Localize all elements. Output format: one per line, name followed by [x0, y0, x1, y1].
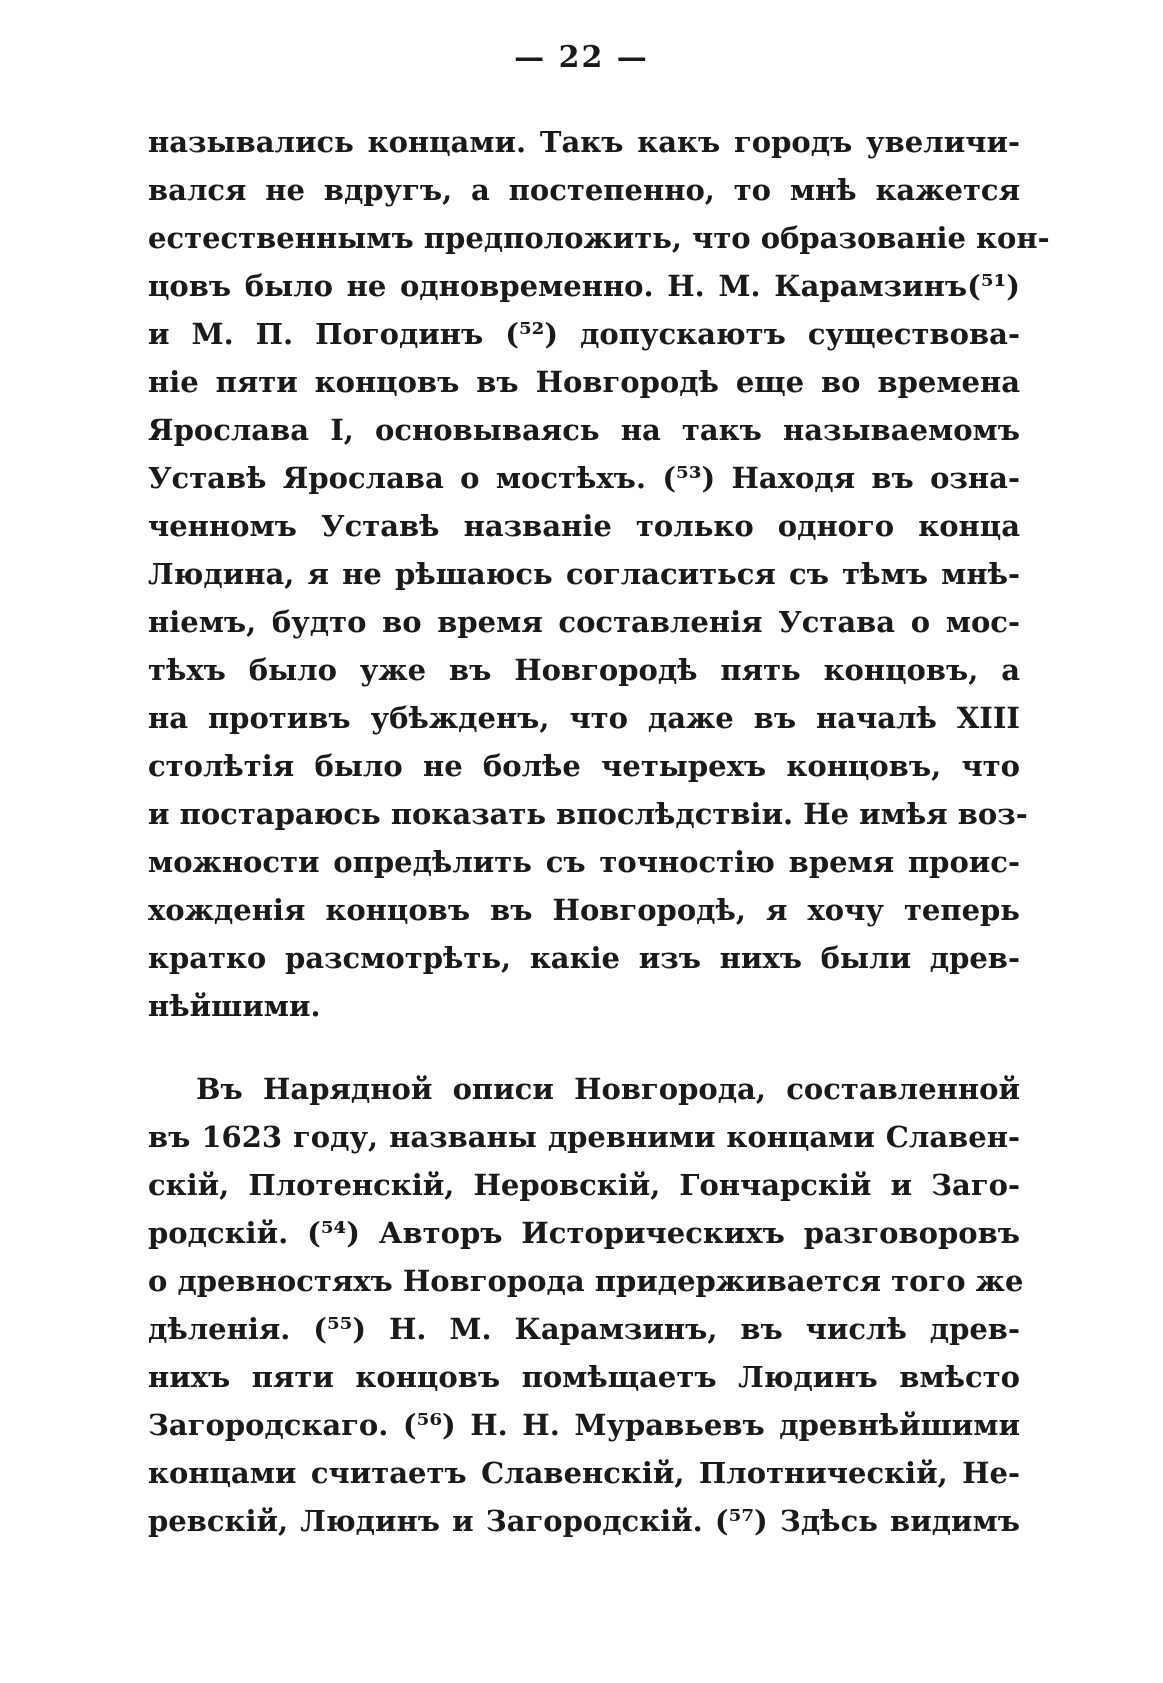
text-line: дѣленія. (⁵⁵) Н. М. Карамзинъ, въ числѣ древ-: [148, 1312, 1020, 1346]
page-number: — 22 —: [514, 40, 649, 75]
text-line: концами считаетъ Славенскій, Плотническій, Не-: [148, 1456, 1020, 1490]
text-line: Загородскаго. (⁵⁶) Н. Н. Муравьевъ древнѣйшими: [148, 1408, 1020, 1442]
text-line: ніемъ, будто во время составленія Устава о мос-: [148, 605, 1020, 639]
text-line: естественнымъ предположить, что образованіе кон-: [148, 221, 1050, 255]
text-line: и М. П. Погодинъ (⁵²) допускаютъ существова-: [148, 317, 1020, 351]
text-line: столѣтія было не болѣе четырехъ концовъ, что: [148, 749, 1020, 783]
text-line: Ярослава I, основываясь на такъ называемомъ: [148, 413, 1020, 447]
text-line: родскій. (⁵⁴) Авторъ Историческихъ разговоровъ: [148, 1216, 1020, 1250]
text-line: ревскій, Людинъ и Загородскій. (⁵⁷) Здѣсь видимъ: [148, 1504, 1020, 1538]
text-line: цовъ было не одновременно. Н. М. Карамзинъ(⁵¹): [148, 269, 1020, 303]
text-line: кратко разсмотрѣть, какіе изъ нихъ были древ-: [148, 941, 1020, 975]
text-line: хожденія концовъ въ Новгородѣ, я хочу теперь: [148, 893, 1020, 927]
text-line: на противъ убѣжденъ, что даже въ началѣ XIII: [148, 701, 1020, 735]
text-line: можности опредѣлить съ точностію время проис-: [148, 845, 1020, 879]
text-line: нихъ пяти концовъ помѣщаетъ Людинъ вмѣсто: [148, 1360, 1020, 1394]
text-line: назывались концами. Такъ какъ городъ увеличи-: [148, 125, 1020, 159]
text-line: о древностяхъ Новгорода придерживается того же: [148, 1264, 1024, 1298]
text-line: въ 1623 году, названы древними концами Славен-: [148, 1120, 1020, 1154]
paragraph-1: [148, 118, 1050, 1030]
text-line: Въ Нарядной описи Новгорода, составленной: [196, 1072, 1020, 1106]
text-line: ніе пяти концовъ въ Новгородѣ еще во времена: [148, 365, 1020, 399]
text-line: скій, Плотенскій, Неровскій, Гончарскій и Заго-: [148, 1168, 1020, 1202]
text-line: нѣйшими.: [148, 989, 321, 1023]
text-line: тѣхъ было уже въ Новгородѣ пять концовъ, а: [148, 653, 1020, 687]
paragraph-2: [148, 1065, 1024, 1545]
text-line: вался не вдругъ, а постепенно, то мнѣ кажется: [148, 173, 1020, 207]
text-line: Уставѣ Ярослава о мостѣхъ. (⁵³) Находя въ озна-: [148, 461, 1020, 495]
text-line: и постараюсь показать впослѣдствіи. Не имѣя воз-: [148, 797, 1028, 831]
text-line: ченномъ Уставѣ названіе только одного конца: [148, 509, 1020, 543]
text-line: Людина, я не рѣшаюсь согласиться съ тѣмъ мнѣ-: [148, 557, 1020, 591]
